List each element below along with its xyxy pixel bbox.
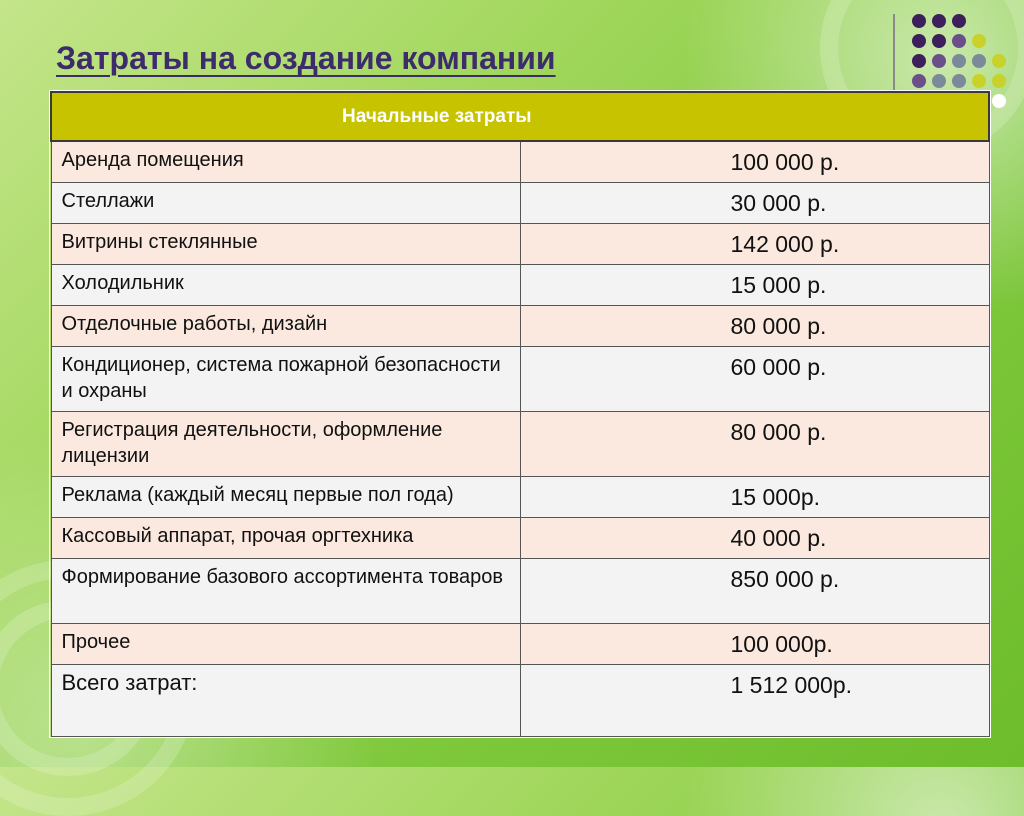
cost-item-name: Витрины стеклянные	[51, 223, 520, 264]
decorative-dot	[972, 34, 986, 48]
cost-item-value: 40 000 р.	[520, 517, 989, 558]
decorative-dot	[972, 54, 986, 68]
decorative-dot	[992, 94, 1006, 108]
decorative-dot	[952, 34, 966, 48]
cost-item-name: Формирование базового ассортимента товаров	[51, 558, 520, 623]
decorative-dot	[932, 54, 946, 68]
decorative-dot	[952, 74, 966, 88]
cost-item-name: Отделочные работы, дизайн	[51, 305, 520, 346]
table-row	[51, 411, 989, 476]
table-row	[51, 223, 989, 264]
slide-title: Затраты на создание компании	[56, 40, 556, 76]
table-row	[51, 476, 989, 517]
cost-item-value: 100 000р.	[520, 623, 989, 664]
cost-item-value: 850 000 р.	[520, 558, 989, 623]
cost-item-name: Кассовый аппарат, прочая оргтехника	[51, 517, 520, 558]
decorative-dot	[952, 54, 966, 68]
table-row	[51, 623, 989, 664]
decorative-dot	[912, 14, 926, 28]
table-row	[51, 346, 989, 411]
cost-item-name: Аренда помещения	[51, 141, 520, 182]
total-row	[51, 664, 989, 736]
cost-item-name: Прочее	[51, 623, 520, 664]
cost-item-name: Кондиционер, система пожарной безопасности и охраны	[51, 346, 520, 411]
startup-costs-table	[50, 91, 990, 737]
cost-item-name: Стеллажи	[51, 182, 520, 223]
table-row	[51, 182, 989, 223]
decorative-dot	[972, 74, 986, 88]
cost-item-value: 80 000 р.	[520, 305, 989, 346]
cost-item-name: Реклама (каждый месяц первые пол года)	[51, 476, 520, 517]
total-value: 1 512 000р.	[520, 664, 989, 736]
cost-item-value: 15 000р.	[520, 476, 989, 517]
table-row	[51, 558, 989, 623]
cost-item-value: 100 000 р.	[520, 141, 989, 182]
decorative-dot	[952, 14, 966, 28]
cost-item-value: 142 000 р.	[520, 223, 989, 264]
decorative-dot	[932, 34, 946, 48]
decorative-dot	[912, 34, 926, 48]
table-row	[51, 264, 989, 305]
total-label: Всего затрат:	[51, 664, 520, 736]
cost-item-value: 80 000 р.	[520, 411, 989, 476]
decorative-dot	[932, 74, 946, 88]
table-header-row	[51, 92, 989, 141]
table-row	[51, 305, 989, 346]
table-row	[51, 141, 989, 182]
cost-item-value: 60 000 р.	[520, 346, 989, 411]
decorative-dot	[932, 14, 946, 28]
decorative-dot	[992, 74, 1006, 88]
cost-item-value: 30 000 р.	[520, 182, 989, 223]
table-header: Начальные затраты	[51, 92, 989, 141]
cost-item-name: Холодильник	[51, 264, 520, 305]
cost-item-value: 15 000 р.	[520, 264, 989, 305]
decorative-dot	[992, 54, 1006, 68]
cost-item-name: Регистрация деятельности, оформление лицензии	[51, 411, 520, 476]
corner-divider-line	[893, 14, 895, 92]
table-row	[51, 517, 989, 558]
decorative-dot	[912, 54, 926, 68]
decorative-dot	[912, 74, 926, 88]
